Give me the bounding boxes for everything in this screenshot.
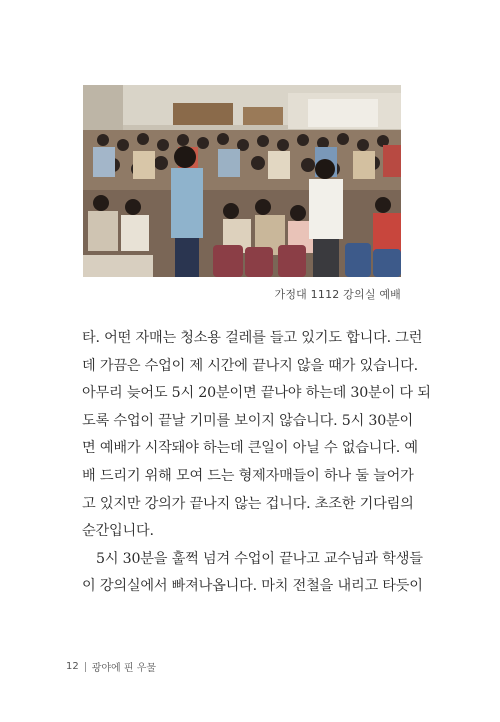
text-line: 타. 어떤 자매는 청소용 걸레를 들고 있기도 합니다. 그런 [82, 330, 423, 346]
text-line: 5시 30분을 훌쩍 넘겨 수업이 끝나고 교수님과 학생들 [96, 550, 423, 567]
text-line: 면 예배가 시작돼야 하는데 큰일이 아닐 수 없습니다. 예 [82, 440, 418, 457]
photo-caption: 가정대 1112 강의실 예배 [274, 288, 401, 301]
book-title: 광야에 핀 우물 [91, 663, 157, 674]
paragraph-1 [82, 325, 431, 546]
body-text [82, 325, 431, 601]
lecture-room-photo [83, 85, 401, 277]
text-line: 순간입니다. [82, 523, 154, 540]
lecture-room-photo-image [83, 85, 401, 277]
footer-divider [85, 662, 86, 672]
text-line: 이 강의실에서 빠져나옵니다. 마치 전철을 내리고 타듯이 [82, 578, 423, 595]
page-number: 12 [66, 661, 79, 672]
text-line: 배 드리기 위해 모여 드는 형제자매들이 하나 둘 늘어가 [82, 467, 414, 484]
text-line: 도록 수업이 끝날 기미를 보이지 않습니다. 5시 30분이 [82, 412, 414, 429]
page-footer [66, 659, 156, 674]
paragraph-2 [82, 546, 423, 601]
text-line: 데 가끔은 수업이 제 시간에 끝나지 않을 때가 있습니다. [82, 357, 418, 374]
text-line: 아무리 늦어도 5시 20분이면 끝나야 하는데 30분이 다 되 [82, 385, 431, 402]
text-line: 고 있지만 강의가 끝나지 않는 겁니다. 초조한 기다림의 [82, 495, 414, 512]
